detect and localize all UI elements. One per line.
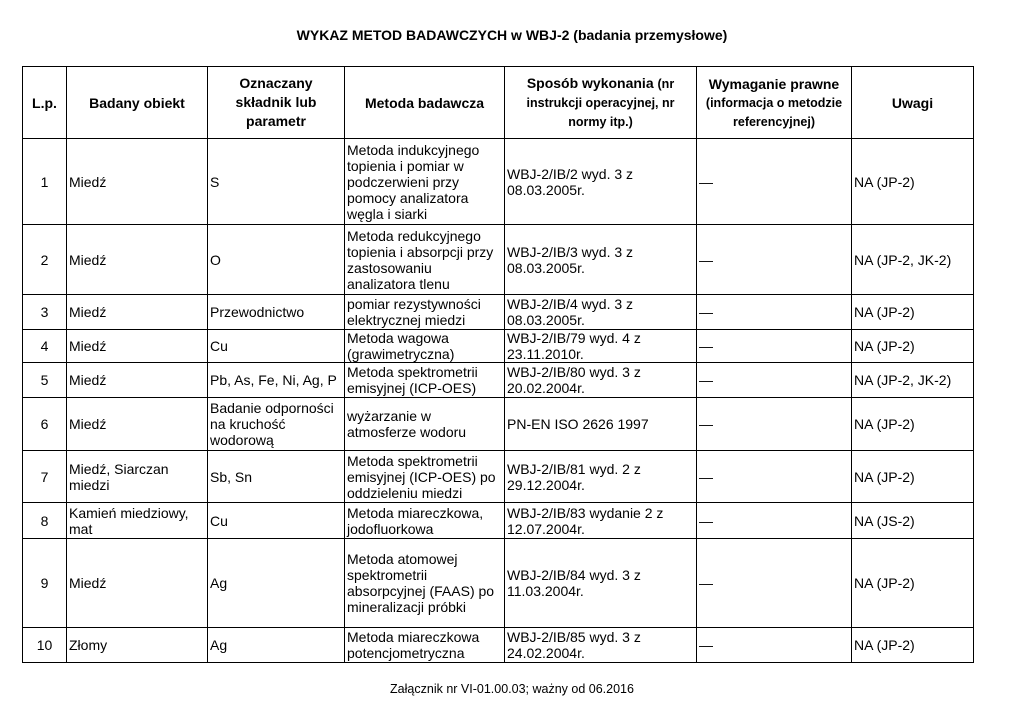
cell-method: Metoda indukcyjnego topienia i pomiar w podczerwieni przy pomocy analizatora węgla i siarki	[345, 139, 505, 225]
cell-notes: NA (JP-2)	[852, 451, 974, 503]
cell-notes: NA (JP-2, JK-2)	[852, 225, 974, 295]
header-legal	[697, 67, 852, 139]
cell-lp: 1	[23, 139, 67, 225]
cell-component: Cu	[208, 330, 345, 363]
cell-object: Miedź	[67, 539, 208, 628]
cell-execution: WBJ-2/IB/79 wyd. 4 z 23.11.2010r.	[505, 330, 697, 363]
cell-object: Miedź	[67, 225, 208, 295]
cell-object: Kamień miedziowy, mat	[67, 503, 208, 539]
cell-legal: —	[697, 139, 852, 225]
cell-component: Przewodnictwo	[208, 295, 345, 330]
header-object: Badany obiekt	[67, 67, 208, 139]
cell-component: S	[208, 139, 345, 225]
cell-object: Złomy	[67, 628, 208, 663]
cell-object: Miedź	[67, 330, 208, 363]
cell-object: Miedź, Siarczan miedzi	[67, 451, 208, 503]
cell-method: Metoda spektrometrii emisyjnej (ICP-OES) po oddzieleniu miedzi	[345, 451, 505, 503]
cell-lp: 10	[23, 628, 67, 663]
cell-notes: NA (JP-2)	[852, 628, 974, 663]
cell-lp: 8	[23, 503, 67, 539]
cell-execution: WBJ-2/IB/2 wyd. 3 z 08.03.2005r.	[505, 139, 697, 225]
cell-notes: NA (JP-2)	[852, 295, 974, 330]
cell-lp: 6	[23, 398, 67, 451]
cell-component: O	[208, 225, 345, 295]
cell-execution: WBJ-2/IB/81 wyd. 2 z 29.12.2004r.	[505, 451, 697, 503]
cell-lp: 9	[23, 539, 67, 628]
cell-method: Metoda redukcyjnego topienia i absorpcji przy zastosowaniu analizatora tlenu	[345, 225, 505, 295]
table-header-row	[23, 67, 974, 139]
header-execution-sub: (nr instrukcji operacyjnej, nr normy itp.)	[526, 77, 675, 129]
cell-component: Cu	[208, 503, 345, 539]
cell-legal: —	[697, 398, 852, 451]
cell-execution: PN-EN ISO 2626 1997	[505, 398, 697, 451]
cell-notes: NA (JP-2, JK-2)	[852, 363, 974, 398]
cell-method: Metoda miareczkowa, jodofluorkowa	[345, 503, 505, 539]
table-row	[23, 225, 974, 295]
cell-method: Metoda wagowa (grawimetryczna)	[345, 330, 505, 363]
cell-lp: 3	[23, 295, 67, 330]
cell-lp: 4	[23, 330, 67, 363]
table-row	[23, 295, 974, 330]
header-lp: L.p.	[23, 67, 67, 139]
cell-object: Miedź	[67, 363, 208, 398]
cell-component: Sb, Sn	[208, 451, 345, 503]
table-row	[23, 628, 974, 663]
cell-legal: —	[697, 363, 852, 398]
cell-legal: —	[697, 539, 852, 628]
cell-notes: NA (JP-2)	[852, 330, 974, 363]
cell-method: Metoda atomowej spektrometrii absorpcyjnej (FAAS) po mineralizacji próbki	[345, 539, 505, 628]
cell-execution: WBJ-2/IB/84 wyd. 3 z 11.03.2004r.	[505, 539, 697, 628]
cell-execution: WBJ-2/IB/3 wyd. 3 z 08.03.2005r.	[505, 225, 697, 295]
table-row	[23, 363, 974, 398]
cell-legal: —	[697, 225, 852, 295]
cell-component: Ag	[208, 539, 345, 628]
header-component: Oznaczany składnik lub parametr	[208, 67, 345, 139]
cell-execution: WBJ-2/IB/4 wyd. 3 z 08.03.2005r.	[505, 295, 697, 330]
cell-method: Metoda spektrometrii emisyjnej (ICP-OES)	[345, 363, 505, 398]
header-method: Metoda badawcza	[345, 67, 505, 139]
cell-legal: —	[697, 451, 852, 503]
cell-execution: WBJ-2/IB/80 wyd. 3 z 20.02.2004r.	[505, 363, 697, 398]
table-row	[23, 398, 974, 451]
header-legal-sub: (informacja o metodzie referencyjnej)	[705, 95, 843, 129]
cell-object: Miedź	[67, 139, 208, 225]
cell-execution: WBJ-2/IB/83 wydanie 2 z 12.07.2004r.	[505, 503, 697, 539]
document-title: WYKAZ METOD BADAWCZYCH w WBJ-2 (badania przemysłowe)	[296, 27, 728, 43]
table-row	[23, 330, 974, 363]
cell-component: Ag	[208, 628, 345, 663]
cell-method: Metoda miareczkowa potencjometryczna	[345, 628, 505, 663]
cell-notes: NA (JP-2)	[852, 398, 974, 451]
cell-component: Pb, As, Fe, Ni, Ag, P	[208, 363, 345, 398]
table-row	[23, 503, 974, 539]
cell-legal: —	[697, 628, 852, 663]
header-execution	[505, 67, 697, 139]
cell-legal: —	[697, 330, 852, 363]
header-execution-main: Sposób wykonania	[526, 75, 654, 91]
cell-notes: NA (JS-2)	[852, 503, 974, 539]
cell-legal: —	[697, 503, 852, 539]
cell-legal: —	[697, 295, 852, 330]
cell-method: wyżarzanie w atmosferze wodoru	[345, 398, 505, 451]
cell-notes: NA (JP-2)	[852, 539, 974, 628]
header-legal-main: Wymaganie prawne	[708, 75, 840, 92]
table-row	[23, 139, 974, 225]
cell-lp: 5	[23, 363, 67, 398]
cell-notes: NA (JP-2)	[852, 139, 974, 225]
table-row	[23, 451, 974, 503]
cell-lp: 2	[23, 225, 67, 295]
cell-execution: WBJ-2/IB/85 wyd. 3 z 24.02.2004r.	[505, 628, 697, 663]
cell-method: pomiar rezystywności elektrycznej miedzi	[345, 295, 505, 330]
header-notes: Uwagi	[852, 67, 974, 139]
document-footer: Załącznik nr VI-01.00.03; ważny od 06.2016	[390, 682, 634, 696]
cell-component: Badanie odporności na kruchość wodorową	[208, 398, 345, 451]
cell-object: Miedź	[67, 295, 208, 330]
table-row	[23, 539, 974, 628]
cell-object: Miedź	[67, 398, 208, 451]
methods-table	[22, 66, 974, 663]
cell-lp: 7	[23, 451, 67, 503]
